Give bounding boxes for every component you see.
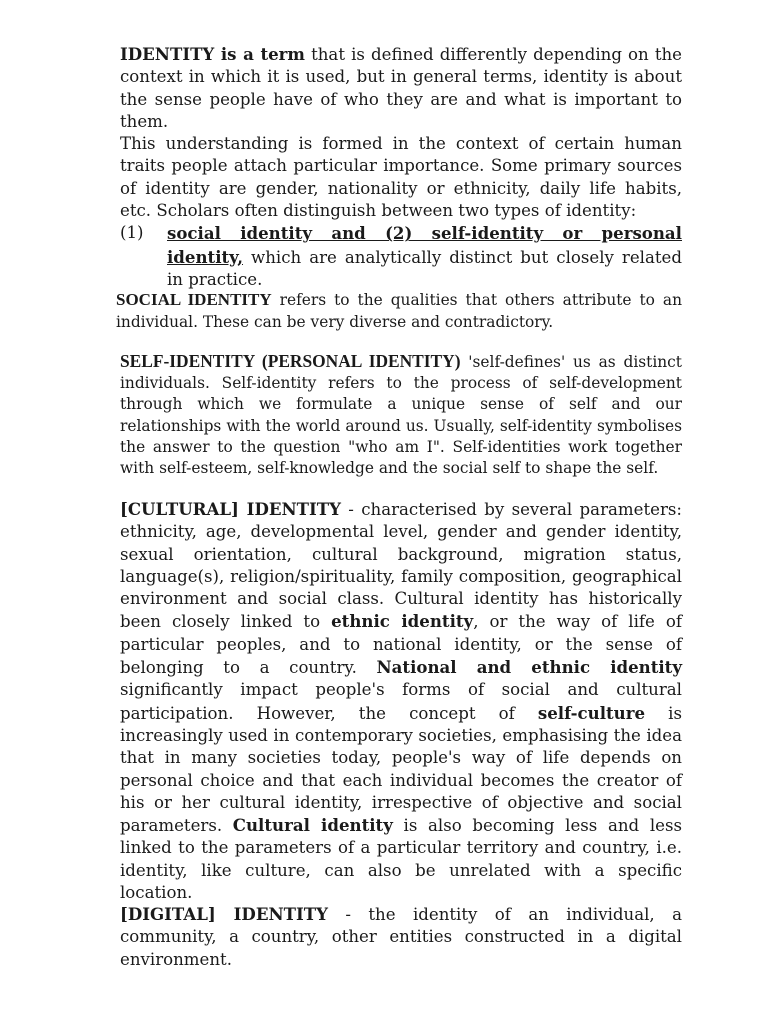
traits-paragraph: This understanding is formed in the context of certain human traits people attach particular importance. Some primary sources of identity are gender, nationality or ethnicity, daily life habits, etc. Scholars often distinguish between two types of identity: [120, 134, 682, 221]
cultural-text-5: is also becoming less and less linked to the parameters of a particular territory and country, i.e. identity, like culture, can also be unrelated with a specific location. [120, 816, 682, 903]
social-identity-section [116, 289, 682, 333]
self-identity-text: 'self-defines' us as distinct individuals. Self-identity refers to the process of self-development through which we formulate a unique sense of self and our relationships with the world around us. Usually, self-identity symbolises the answer to the question "who am I". Self-identities work together with self-esteem, self-knowledge and the social self to shape the self. [120, 353, 682, 478]
cultural-identity-paragraph [120, 498, 682, 904]
self-identity-section [120, 351, 682, 479]
digital-identity-section [120, 903, 682, 971]
identity-types-list-item [120, 222, 682, 291]
intro-section [120, 43, 682, 291]
list-rest: which are analytically distinct but closely related in practice. [167, 247, 682, 289]
cultural-identity-section [120, 498, 682, 904]
digital-identity-term: [DIGITAL] IDENTITY [120, 904, 328, 924]
cultural-text-3: significantly impact people's forms of social and cultural participation. However, the concept of [120, 680, 682, 723]
cultural-text-2: , or the way of life of particular peoples, and to national identity, or the sense of belonging to a country. [120, 612, 682, 678]
list-text [167, 222, 682, 291]
national-ethnic-identity-bold: National and ethnic identity [376, 657, 682, 678]
intro-text: that is defined differently depending on the context in which it is used, but in general terms, identity is about the sense people have of who they are and what is important to them. [120, 45, 682, 131]
intro-paragraph [120, 43, 682, 133]
list-number: (1) [120, 223, 144, 243]
cultural-text-4: is increasingly used in contemporary societies, emphasising the idea that in many societies today, people's way of life depends on personal choice and that each individual becomes the creator of his or her cultural identity, irrespective of objective and social parameters. [120, 703, 682, 836]
social-identity-text: refers to the qualities that others attribute to an individual. These can be very diverse and contradictory. [116, 291, 683, 331]
cultural-identity-term: [CULTURAL] IDENTITY [120, 499, 341, 519]
cultural-identity-bold: Cultural identity [232, 815, 393, 836]
cultural-text-1: - characterised by several parameters: ethnicity, age, developmental level, gender and gender identity, sexual orientation, cultural background, migration status, language(s), religion/spirituality, family composition, geographical environment and social class. Cultural identity has historically been closely linked to [120, 500, 682, 632]
self-identity-paragraph [120, 351, 682, 479]
social-identity-paragraph [116, 289, 682, 333]
ethnic-identity-bold: ethnic identity [331, 611, 474, 632]
social-identity-term: SOCIAL IDENTITY [116, 290, 272, 309]
identity-types-underlined: social identity and (2) self-identity or personal identity, [167, 223, 682, 267]
digital-identity-paragraph [120, 903, 682, 971]
identity-term: IDENTITY is a term [120, 44, 305, 64]
digital-identity-text: - the identity of an individual, a community, a country, other entities constructed in a digital environment. [120, 905, 682, 969]
self-identity-term: SELF-IDENTITY (PERSONAL IDENTITY) [120, 351, 461, 371]
self-culture-bold: self-culture [537, 702, 646, 723]
